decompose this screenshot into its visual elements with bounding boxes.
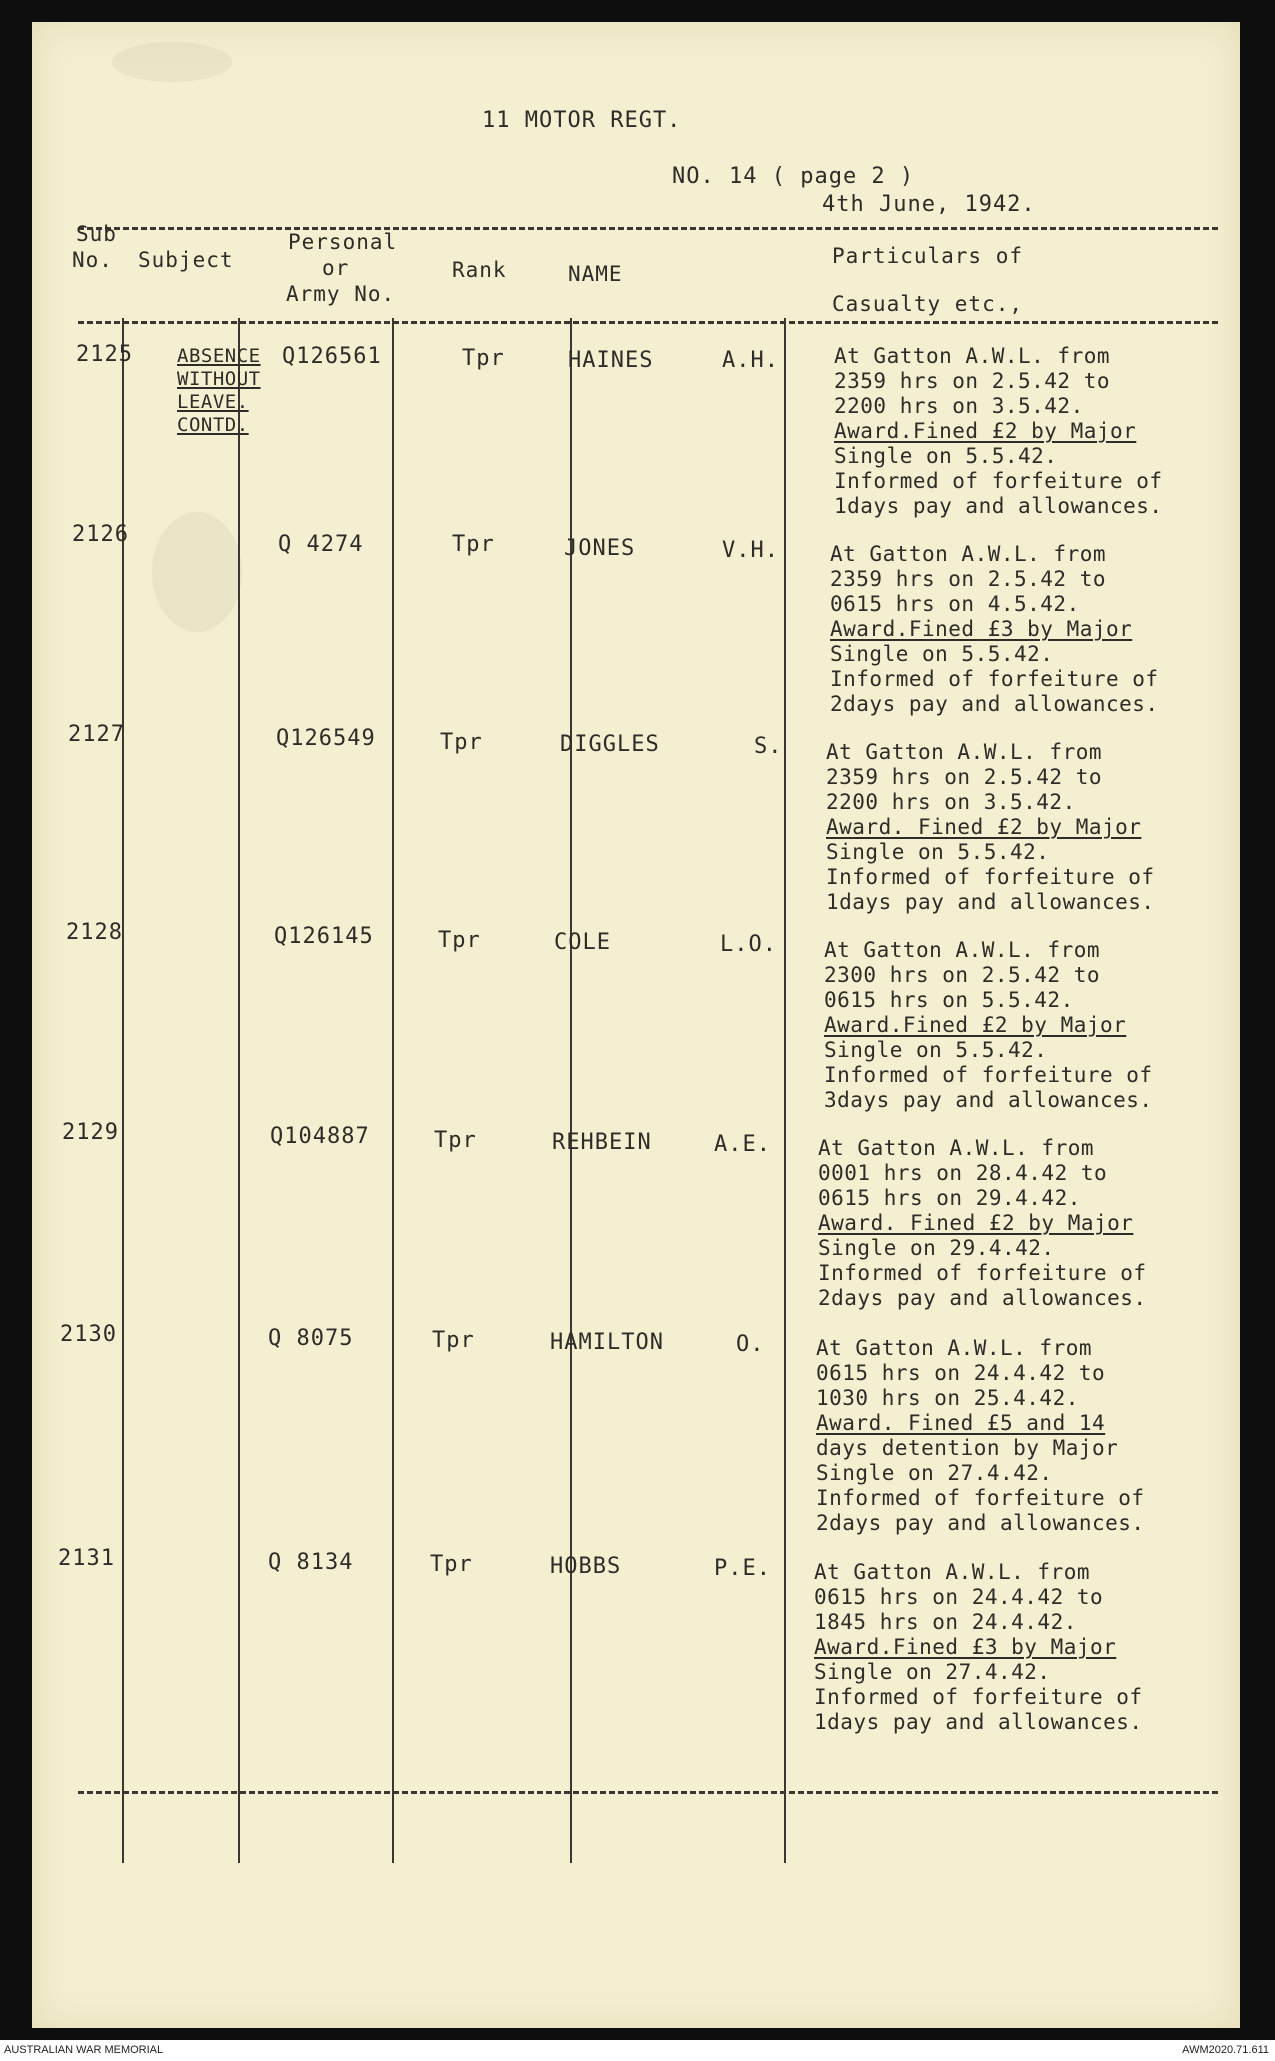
army-number: Q126549 bbox=[276, 726, 376, 751]
initials: P.E. bbox=[714, 1556, 771, 1581]
soldier-name: HAMILTON bbox=[550, 1330, 664, 1355]
army-number: Q104887 bbox=[270, 1124, 370, 1149]
particulars: At Gatton A.W.L. from 2359 hrs on 2.5.42 to 2200 hrs on 3.5.42. Award. Fined £2 by Major Single on 5.5.42. Informed of forfeiture of 1days pay and allowances. bbox=[826, 740, 1155, 914]
header-rank: Rank bbox=[452, 258, 507, 282]
header-name: NAME bbox=[568, 262, 623, 286]
initials: L.O. bbox=[720, 932, 777, 957]
particulars: At Gatton A.W.L. from 2300 hrs on 2.5.42 to 0615 hrs on 5.5.42. Award.Fined £2 by Major Single on 5.5.42. Informed of forfeiture of 3days pay and allowances. bbox=[824, 938, 1153, 1112]
subject-block bbox=[177, 345, 261, 437]
header-army-no: Army No. bbox=[286, 282, 396, 306]
soldier-name: REHBEIN bbox=[552, 1130, 652, 1155]
army-number: Q 8134 bbox=[268, 1550, 354, 1575]
header-top-rule bbox=[78, 227, 1218, 230]
footer-accession: AWM2020.71.611 bbox=[1182, 2044, 1269, 2056]
footer-institution: AUSTRALIAN WAR MEMORIAL bbox=[4, 2044, 164, 2056]
particulars: At Gatton A.W.L. from 0615 hrs on 24.4.42 to 1030 hrs on 25.4.42. Award. Fined £5 and 14 days detention by Major Single on 27.4.42. Informed of forfeiture of 2days pay and allowances. bbox=[816, 1336, 1145, 1535]
paper-smudge bbox=[152, 512, 242, 632]
rank: Tpr bbox=[430, 1552, 473, 1577]
particulars: At Gatton A.W.L. from 2359 hrs on 2.5.42 to 0615 hrs on 4.5.42. Award.Fined £3 by Major Single on 5.5.42. Informed of forfeiture of 2days pay and allowances. bbox=[830, 542, 1159, 716]
header-personal: Personal bbox=[288, 230, 398, 254]
sub-number: 2125 bbox=[76, 342, 133, 367]
header-no: No. bbox=[72, 248, 113, 272]
initials: O. bbox=[736, 1332, 765, 1357]
initials: A.H. bbox=[722, 348, 779, 373]
sub-number: 2129 bbox=[62, 1120, 119, 1145]
header-casualty: Casualty etc., bbox=[832, 292, 1024, 316]
particulars: At Gatton A.W.L. from 0615 hrs on 24.4.42 to 1845 hrs on 24.4.42. Award.Fined £3 by Major Single on 27.4.42. Informed of forfeiture of 1days pay and allowances. bbox=[814, 1560, 1143, 1734]
sub-number: 2126 bbox=[72, 522, 129, 547]
header-particulars: Particulars of bbox=[832, 244, 1024, 268]
soldier-name: COLE bbox=[554, 930, 611, 955]
column-divider bbox=[784, 318, 786, 1863]
sub-number: 2131 bbox=[58, 1546, 115, 1571]
rank: Tpr bbox=[462, 346, 505, 371]
army-number: Q 4274 bbox=[278, 532, 364, 557]
army-number: Q 8075 bbox=[268, 1326, 354, 1351]
rank: Tpr bbox=[440, 730, 483, 755]
subject-line: ABSENCE bbox=[177, 345, 261, 367]
header-subject: Subject bbox=[138, 248, 234, 272]
soldier-name: HAINES bbox=[568, 348, 654, 373]
army-number: Q126561 bbox=[282, 344, 382, 369]
column-divider bbox=[392, 318, 394, 1863]
sub-number: 2127 bbox=[68, 722, 125, 747]
initials: A.E. bbox=[714, 1132, 771, 1157]
sub-number: 2130 bbox=[60, 1322, 117, 1347]
initials: S. bbox=[754, 734, 783, 759]
particulars: At Gatton A.W.L. from 0001 hrs on 28.4.42 to 0615 hrs on 29.4.42. Award. Fined £2 by Major Single on 29.4.42. Informed of forfeiture of 2days pay and allowances. bbox=[818, 1136, 1147, 1310]
army-number: Q126145 bbox=[274, 924, 374, 949]
rank: Tpr bbox=[432, 1328, 475, 1353]
soldier-name: HOBBS bbox=[550, 1554, 622, 1579]
table-bottom-rule bbox=[78, 1791, 1218, 1794]
particulars: At Gatton A.W.L. from 2359 hrs on 2.5.42 to 2200 hrs on 3.5.42. Award.Fined £2 by Major Single on 5.5.42. Informed of forfeiture of 1days pay and allowances. bbox=[834, 344, 1163, 518]
initials: V.H. bbox=[722, 538, 779, 563]
rank: Tpr bbox=[438, 928, 481, 953]
header-bottom-rule bbox=[78, 321, 1218, 324]
sub-number: 2128 bbox=[66, 920, 123, 945]
paper-smudge bbox=[112, 42, 232, 82]
subject-line: WITHOUT bbox=[177, 368, 261, 390]
rank: Tpr bbox=[434, 1128, 477, 1153]
column-divider bbox=[122, 318, 124, 1863]
document-page bbox=[32, 22, 1240, 2028]
archive-footer bbox=[0, 2040, 1275, 2061]
rank: Tpr bbox=[452, 532, 495, 557]
header-sub: Sub bbox=[76, 222, 117, 246]
column-divider bbox=[238, 318, 240, 1863]
subject-line: CONTD. bbox=[177, 414, 249, 436]
header-or: or bbox=[322, 256, 350, 280]
subject-line: LEAVE. bbox=[177, 391, 249, 413]
document-date: 4th June, 1942. bbox=[822, 192, 1036, 217]
soldier-name: JONES bbox=[564, 536, 636, 561]
regiment-title: 11 MOTOR REGT. bbox=[482, 108, 682, 133]
document-number: NO. 14 ( page 2 ) bbox=[672, 164, 915, 189]
soldier-name: DIGGLES bbox=[560, 732, 660, 757]
